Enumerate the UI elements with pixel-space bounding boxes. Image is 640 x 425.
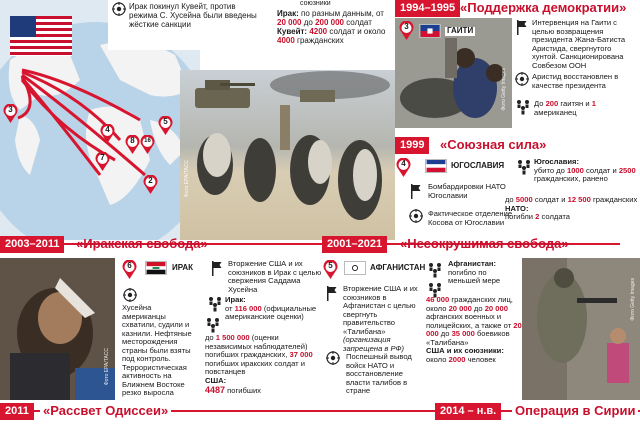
yugoslavia-bombing: Бомбардировки НАТО Югославии xyxy=(428,182,506,200)
map-pin-2[interactable] xyxy=(143,175,158,194)
soldier-child-scene xyxy=(522,258,640,400)
afghanistan-usa-num: 2000 xyxy=(448,354,466,364)
haiti-losses-mid: гаитян и xyxy=(560,99,590,108)
nato-text: погибли xyxy=(505,212,534,221)
haiti-photo xyxy=(395,18,512,128)
kuwait-result-text: Ирак покинул Кувейт, против режима С. Хусейна были введены жёсткие санкции xyxy=(129,2,257,29)
map-pin-16-label: 16 xyxy=(144,138,151,144)
afghanistan-usa-pre: около xyxy=(426,354,447,364)
afghanistan-result: Поспешный вывод войск НАТО и восстановление власти талибов в стране xyxy=(346,352,412,395)
nato-num: 2 xyxy=(535,212,540,221)
flag-icon xyxy=(326,286,338,301)
target-icon xyxy=(409,209,423,223)
afghanistan-title: «Несокрушимая свобода» xyxy=(400,236,569,251)
afghanistan-l4: до xyxy=(440,329,450,338)
haiti-losses-num2: 1 xyxy=(591,99,596,108)
yugoslavia-pin-label: 4 xyxy=(401,159,406,168)
map-pin-3-label: 3 xyxy=(8,105,13,114)
iraq-casualties-label: Ирак: xyxy=(225,295,246,304)
target-icon xyxy=(515,72,529,86)
map-pin-8[interactable] xyxy=(125,135,140,154)
haiti-flag xyxy=(419,24,441,38)
yugoslavia-label: Югославия: xyxy=(534,157,579,166)
saddam-scene xyxy=(0,258,115,400)
people-icon xyxy=(516,159,532,175)
haiti-losses-num: 200 xyxy=(545,99,559,108)
yugoslavia-country: ЮГОСЛАВИЯ xyxy=(451,161,505,170)
target-icon xyxy=(123,288,137,302)
kuwait-mid-1991: солдат и около xyxy=(329,26,386,36)
yugoslavia-title: «Союзная сила» xyxy=(440,137,547,152)
yugoslavia-pin[interactable] xyxy=(396,158,411,177)
iraq-to-1991: до xyxy=(303,17,313,27)
afghanistan-l2: гражданских лиц, около xyxy=(426,295,513,313)
haiti-losses-post: американец xyxy=(534,107,577,117)
iraq-min-1991: 20 000 xyxy=(277,17,302,27)
iraq-usa-label: США: xyxy=(205,375,227,385)
soldiers-surrender-scene xyxy=(180,70,395,240)
map-pin-16[interactable] xyxy=(140,135,155,154)
iraq-casualties xyxy=(225,296,325,322)
kuwait-label-1991: Кувейт: xyxy=(277,26,308,36)
iraq-pin[interactable] xyxy=(122,260,137,279)
yugoslavia-killed-post: гражданских, ранено xyxy=(534,174,608,183)
afghanistan-usa-post: человек xyxy=(467,354,496,364)
afghanistan-num2: 20 000 xyxy=(448,303,472,313)
afghanistan-usa-label: США и их союзники: xyxy=(426,346,504,355)
yugoslavia-wounded-num2: 12 500 xyxy=(567,195,591,204)
iraq-casualties-2 xyxy=(205,334,325,396)
saddam-photo xyxy=(0,258,115,400)
iraq-from-1991: от xyxy=(376,9,384,18)
libya-years: 2011 xyxy=(0,403,34,420)
flag-icon xyxy=(211,261,223,276)
afghanistan-pin[interactable] xyxy=(323,260,338,279)
libya-title: «Рассвет Одиссеи» xyxy=(40,403,171,418)
yugoslavia-years: 1999 xyxy=(395,137,429,154)
afghanistan-l1: погибло по меньшей мере xyxy=(448,267,501,285)
photo-credit-2: Фото Getty Images xyxy=(501,68,507,111)
map-pin-2-label: 2 xyxy=(148,176,153,185)
yugoslavia-wounded-num: 5000 xyxy=(515,195,533,204)
people-icon xyxy=(205,317,221,333)
afghanistan-casualties-top xyxy=(448,260,520,286)
yugoslavia-killed-pre: убито до xyxy=(534,165,565,175)
haiti-losses xyxy=(534,100,634,117)
map-pin-8-label: 8 xyxy=(130,136,135,145)
iraq-pin-label: 6 xyxy=(127,261,132,270)
haiti-country: ГАИТИ xyxy=(447,26,474,35)
map-pin-4-label: 4 xyxy=(105,125,110,134)
afghanistan-invasion1: Вторжение США и их союзников в Афганистан с целью свергнуть правительство «Талибана» xyxy=(343,284,418,336)
yugoslavia-killed-num: 1000 xyxy=(566,165,584,175)
iraq-flag xyxy=(145,261,167,275)
map-pin-5-label: 5 xyxy=(163,117,168,126)
afghanistan-num4: 20 000 xyxy=(426,320,522,338)
afghanistan-l3: до xyxy=(473,303,483,313)
yugoslavia-result: Фактическое отделение Косова от Югославии xyxy=(428,209,513,227)
people-icon xyxy=(207,296,223,312)
haiti-pin-label: 3 xyxy=(404,22,409,31)
iraq-unit-1991: солдат xyxy=(346,17,372,27)
haiti-result: Аристид восстановлен в качестве президента xyxy=(532,72,619,90)
casualties-1991-text xyxy=(277,10,395,46)
iraq-l1: от xyxy=(225,303,233,313)
iraq-num2: 1 500 000 xyxy=(215,333,250,342)
nato-post: солдата xyxy=(541,212,570,221)
iraq-text-1991: по разным данным, xyxy=(301,9,374,18)
iraq-max-1991: 200 000 xyxy=(315,17,344,27)
flag-icon xyxy=(516,20,528,35)
map-pin-5[interactable] xyxy=(158,116,173,135)
afghanistan-l5: боевиков «Талибана» xyxy=(426,329,510,347)
iraq-result: Хусейна американцы схватили, судили и казнили. Нефтяные месторождения страны были взяты под контроль. Террористическая активность на Ближнем Востоке резко выросла xyxy=(122,303,192,397)
iraq-l1b: (официальные американские оценки) xyxy=(225,303,317,321)
syria-years: 2014 – н.в. xyxy=(435,403,501,420)
iraq-l2: до xyxy=(205,333,214,342)
afghanistan-invasion2: (организация запрещена в РФ) xyxy=(343,335,405,353)
afghanistan-invasion xyxy=(343,285,423,353)
iraq-usa-post: погибших xyxy=(227,386,261,395)
iraq-country: ИРАК xyxy=(172,263,194,272)
yugoslavia-casualties xyxy=(534,158,638,184)
people-icon xyxy=(427,262,443,278)
flag-icon xyxy=(410,184,422,199)
yugoslavia-wounded-mid: солдат и xyxy=(534,195,566,204)
yugoslavia-flag xyxy=(425,159,447,173)
target-icon xyxy=(112,2,126,16)
nato-label: НАТО: xyxy=(505,203,529,213)
iraq-l2b: (оценки независимых наблюдателей) погибших гражданских, xyxy=(205,333,308,359)
kuwait-civil-unit-1991: гражданских xyxy=(297,35,344,45)
yugoslavia-killed-mid: солдат и xyxy=(586,165,617,175)
haiti-title: «Поддержка демократии» xyxy=(460,0,627,15)
afghanistan-num5: 35 000 xyxy=(451,329,475,338)
iraq-l3: погибших иракских солдат и повстанцев xyxy=(205,358,305,376)
yugoslavia-wounded-post: гражданских xyxy=(592,195,638,204)
kuwait-civil-1991: 4000 xyxy=(277,35,295,45)
photo-credit-3: Фото Getty Images xyxy=(630,278,636,321)
afghanistan-casualties xyxy=(426,296,522,364)
afghanistan-country: АФГАНИСТАН xyxy=(370,263,426,272)
yugoslavia-wounded-pre: до xyxy=(505,195,514,204)
iraq-label-1991: Ирак: xyxy=(277,9,299,18)
afghanistan-pin-label: 5 xyxy=(328,261,333,270)
target-icon xyxy=(326,351,340,365)
gulf-war-photo xyxy=(180,70,395,240)
iraq-num1: 116 000 xyxy=(234,303,262,313)
afghanistan-years: 2001–2021 xyxy=(322,236,387,253)
map-pin-7-label: 7 xyxy=(100,153,105,162)
iraq-usa-num: 4487 xyxy=(205,385,226,395)
haiti-years: 1994–1995 xyxy=(395,0,460,17)
kuwait-soldiers-1991: 4200 xyxy=(309,26,328,36)
syria-photo xyxy=(522,258,640,400)
iraq-title: «Иракская свобода» xyxy=(76,236,208,251)
syria-title: Операция в Сирии xyxy=(512,403,638,418)
photo-credit-4: Фото EPA/TACC xyxy=(104,348,110,386)
afghanistan-num3: 20 000 xyxy=(484,303,508,313)
map-pin-3[interactable] xyxy=(3,104,18,123)
people-icon xyxy=(515,99,531,115)
map-pin-4[interactable] xyxy=(100,124,115,143)
iraq-years: 2003–2011 xyxy=(0,236,64,253)
yugoslavia-killed-num2: 2500 xyxy=(618,165,636,175)
haiti-pin[interactable] xyxy=(399,21,414,40)
haiti-losses-pre: До xyxy=(534,99,544,108)
casualties-1991-head: союзники xyxy=(300,0,331,7)
afghanistan-flag xyxy=(344,261,366,275)
afghanistan-l3b: афганских военных и полицейских, а также от xyxy=(426,312,512,330)
photo-credit-1: Фото EPA/TACC xyxy=(184,160,190,198)
iraq-invasion: Вторжение США и их союзников в Ирак с целью свержения Саддама Хусейна xyxy=(228,259,322,294)
yugoslavia-wounded xyxy=(505,196,639,222)
afghanistan-num1: 46 000 xyxy=(426,295,450,304)
map-pin-7[interactable] xyxy=(95,152,110,171)
iraq-num3: 37 000 xyxy=(289,350,313,359)
afghanistan-label: Афганистан: xyxy=(448,259,497,268)
haiti-intervention: Интервенция на Гаити с целью возвращения президента Жана-Батиста Аристида, свергнутого хунтой. Санкционирована Совбезом ООН xyxy=(532,18,626,70)
